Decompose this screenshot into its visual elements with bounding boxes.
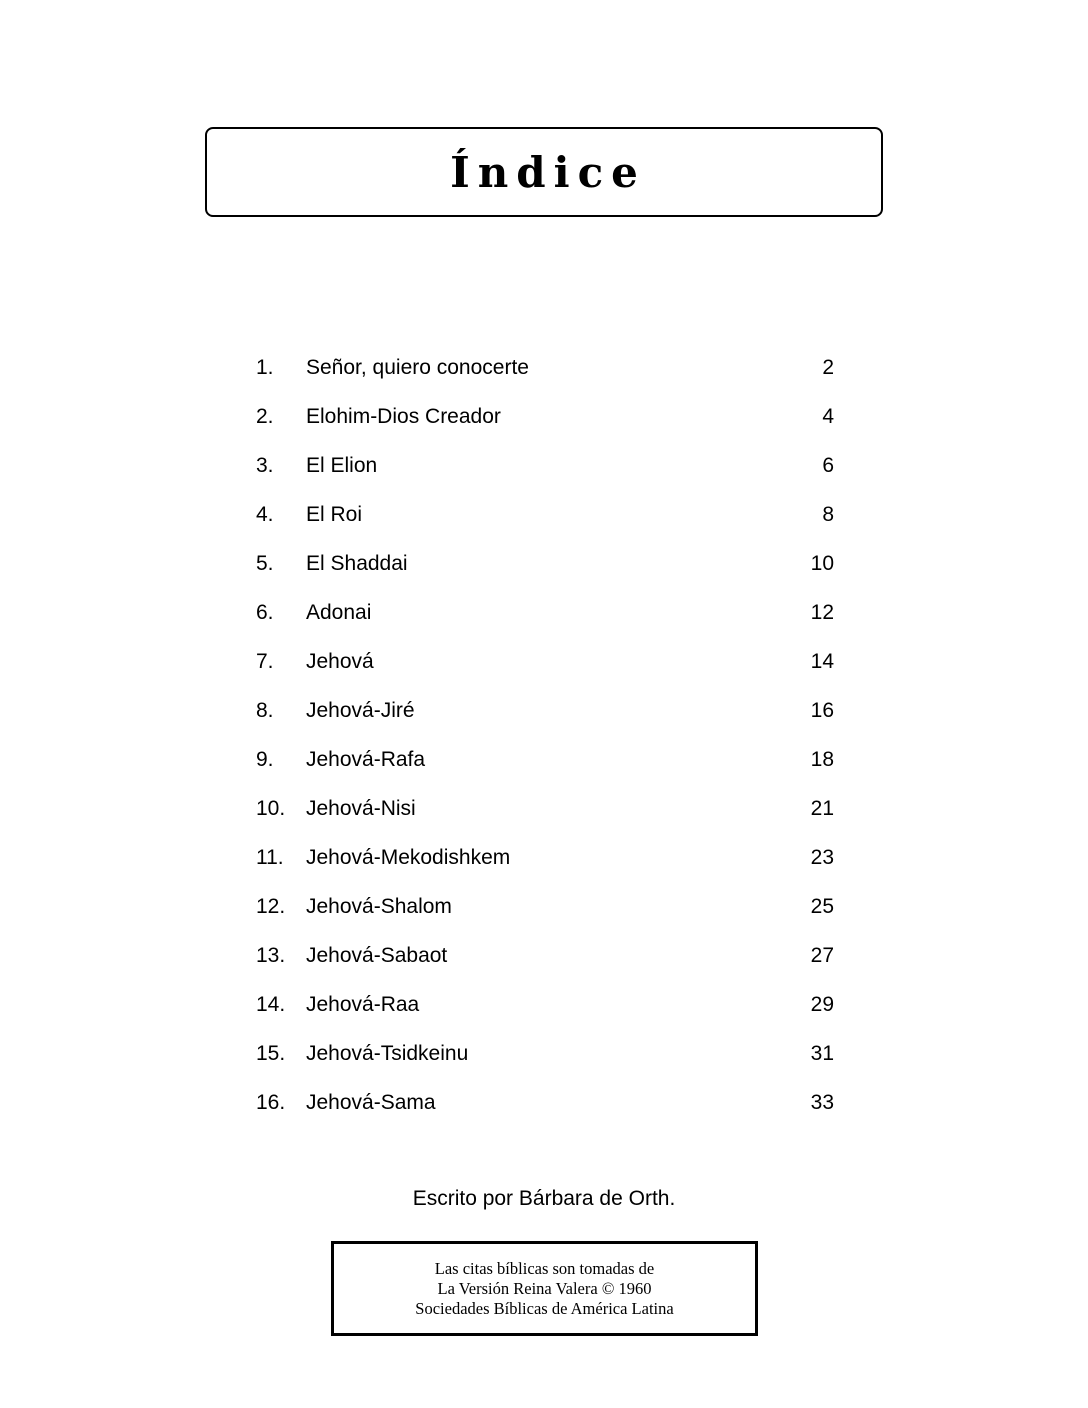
title-box (205, 127, 883, 217)
toc-entry-number: 1. (256, 356, 274, 379)
toc-entry-title: Jehová (306, 650, 374, 673)
toc-entry-page: 12 (810, 601, 834, 624)
toc-entry-number: 5. (256, 552, 274, 575)
toc-entry-page: 16 (810, 699, 834, 722)
toc-entry-page: 31 (810, 1042, 834, 1065)
toc-entry-page: 33 (810, 1091, 834, 1114)
toc-entry-title: Señor, quiero conocerte (306, 356, 529, 379)
toc-entry-title: Jehová-Mekodishkem (306, 846, 511, 869)
toc-entry-title: Jehová-Jiré (306, 699, 415, 722)
toc-entry (256, 343, 834, 392)
toc-entry-number: 16. (256, 1091, 286, 1114)
toc-entry-title: Jehová-Sama (306, 1091, 436, 1114)
toc-entry-title: Jehová-Raa (306, 993, 420, 1016)
toc-entry-page: 21 (810, 797, 834, 820)
toc-entry (256, 588, 834, 637)
page-title: Índice (450, 147, 646, 197)
toc-entry-title: Jehová-Rafa (306, 748, 426, 771)
toc-entry-number: 4. (256, 503, 274, 526)
toc-entry-page: 10 (810, 552, 834, 575)
toc-entry (256, 1078, 834, 1127)
toc-entry-page: 2 (822, 356, 834, 379)
toc-entry-title: Jehová-Nisi (306, 797, 416, 820)
toc-entry-page: 6 (822, 454, 834, 477)
toc-entry-number: 11. (256, 846, 284, 869)
toc-entry (256, 980, 834, 1029)
toc-entry-title: El Shaddai (306, 552, 408, 575)
toc-entry-number: 14. (256, 993, 286, 1016)
toc-entry (256, 539, 834, 588)
toc-entry-number: 15. (256, 1042, 286, 1065)
toc-entry-page: 18 (810, 748, 834, 771)
toc-entry (256, 441, 834, 490)
toc-entry-page: 14 (810, 650, 834, 673)
toc-entry-number: 13. (256, 944, 286, 967)
toc-entry (256, 735, 834, 784)
toc-entry (256, 931, 834, 980)
toc-entry-number: 12. (256, 895, 286, 918)
toc-entry-page: 4 (822, 405, 834, 428)
toc-entry-title: Jehová-Shalom (306, 895, 452, 918)
toc-entry-number: 3. (256, 454, 274, 477)
toc-entry (256, 686, 834, 735)
credits-line: La Versión Reina Valera © 1960 (437, 1278, 652, 1298)
toc-entry-title: El Elion (306, 454, 378, 477)
toc-entry-number: 2. (256, 405, 274, 428)
toc-entry (256, 882, 834, 931)
toc-entry-page: 29 (810, 993, 834, 1016)
toc-entry (256, 637, 834, 686)
toc-entry-number: 6. (256, 601, 274, 624)
toc-entry-title: Elohim-Dios Creador (306, 405, 501, 428)
table-of-contents (256, 343, 834, 1127)
toc-entry-title: Jehová-Sabaot (306, 944, 448, 967)
toc-entry-page: 8 (822, 503, 834, 526)
toc-entry (256, 392, 834, 441)
credits-line: Las citas bíblicas son tomadas de (434, 1258, 655, 1278)
toc-entry-title: Jehová-Tsidkeinu (306, 1042, 469, 1065)
toc-entry (256, 490, 834, 539)
toc-entry-title: El Roi (306, 503, 363, 526)
toc-entry-number: 7. (256, 650, 274, 673)
toc-entry-number: 9. (256, 748, 274, 771)
toc-entry-number: 8. (256, 699, 274, 722)
toc-entry-page: 27 (810, 944, 834, 967)
toc-entry (256, 833, 834, 882)
author-line: Escrito por Bárbara de Orth. (412, 1187, 676, 1210)
toc-entry (256, 1029, 834, 1078)
credits-box (331, 1241, 758, 1336)
toc-entry-number: 10. (256, 797, 286, 820)
toc-entry (256, 784, 834, 833)
credits-line: Sociedades Bíblicas de América Latina (415, 1298, 674, 1318)
toc-entry-page: 25 (810, 895, 834, 918)
toc-entry-page: 23 (810, 846, 834, 869)
toc-entry-title: Adonai (306, 601, 372, 624)
